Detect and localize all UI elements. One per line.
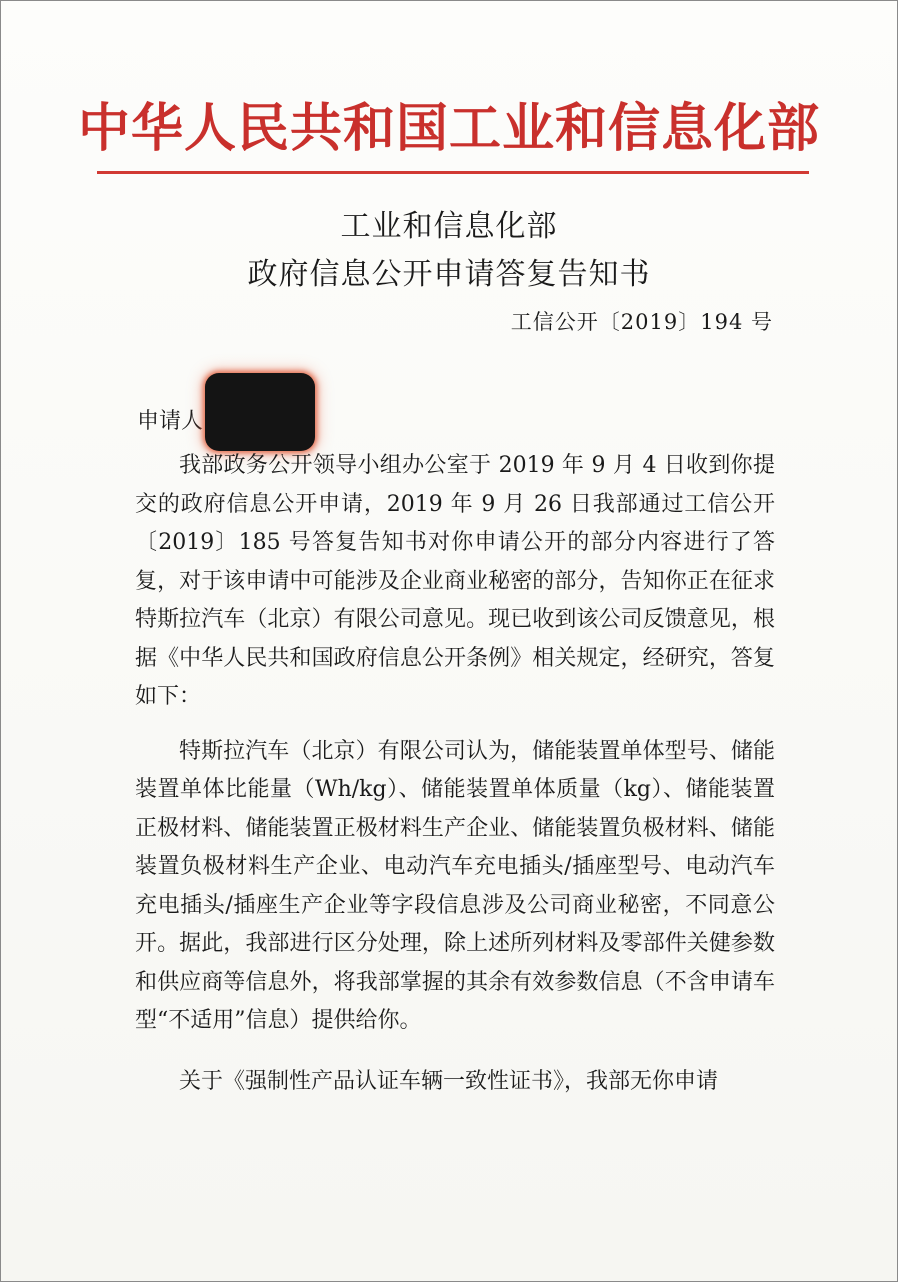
document-title-line1: 工业和信息化部 <box>340 209 558 244</box>
body-paragraph: 我部政务公开领导小组办公室于 2019 年 9 月 4 日收到你提交的政府信息公开申请，2019 年 9 月 26 日我部通过工信公开〔2019〕185 号答复告知书对你申请公开的部分内容进行了答复，对于该申请中可能涉及企业商业秘密的部分，告知你正在征求特斯拉汽车（北京）有限公司意见。现已收到该公司反馈意见，根据《中华人民共和国政府信息公开条例》相关规定，经研究，答复如下： <box>135 453 775 709</box>
letter-body <box>135 447 775 1101</box>
document-title-line2: 政府信息公开申请答复告知书 <box>247 257 651 292</box>
body-paragraph: 关于《强制性产品认证车辆一致性证书》，我部无你申请 <box>179 1068 719 1094</box>
body-paragraph: 特斯拉汽车（北京）有限公司认为，储能装置单体型号、储能装置单体比能量（Wh/kg）、储能装置单体质量（kg）、储能装置正极材料、储能装置正极材料生产企业、储能装置负极材料、储能装置负极材料生产企业、电动汽车充电插头/插座型号、电动汽车充电插头/插座生产企业等字段信息涉及公司商业秘密，不同意公开。据此，我部进行区分处理，除上述所列材料及零部件关健参数和供应商等信息外，将我部掌握的其余有效参数信息（不含申请车型“不适用”信息）提供给你。 <box>135 738 775 1033</box>
applicant-label: 申请人 <box>137 409 204 434</box>
red-divider-line <box>97 171 809 174</box>
document-number: 工信公开〔2019〕194 号 <box>510 310 773 334</box>
ministry-masthead: 中华人民共和国工业和信息化部 <box>77 98 820 159</box>
redaction-mark <box>205 373 315 451</box>
